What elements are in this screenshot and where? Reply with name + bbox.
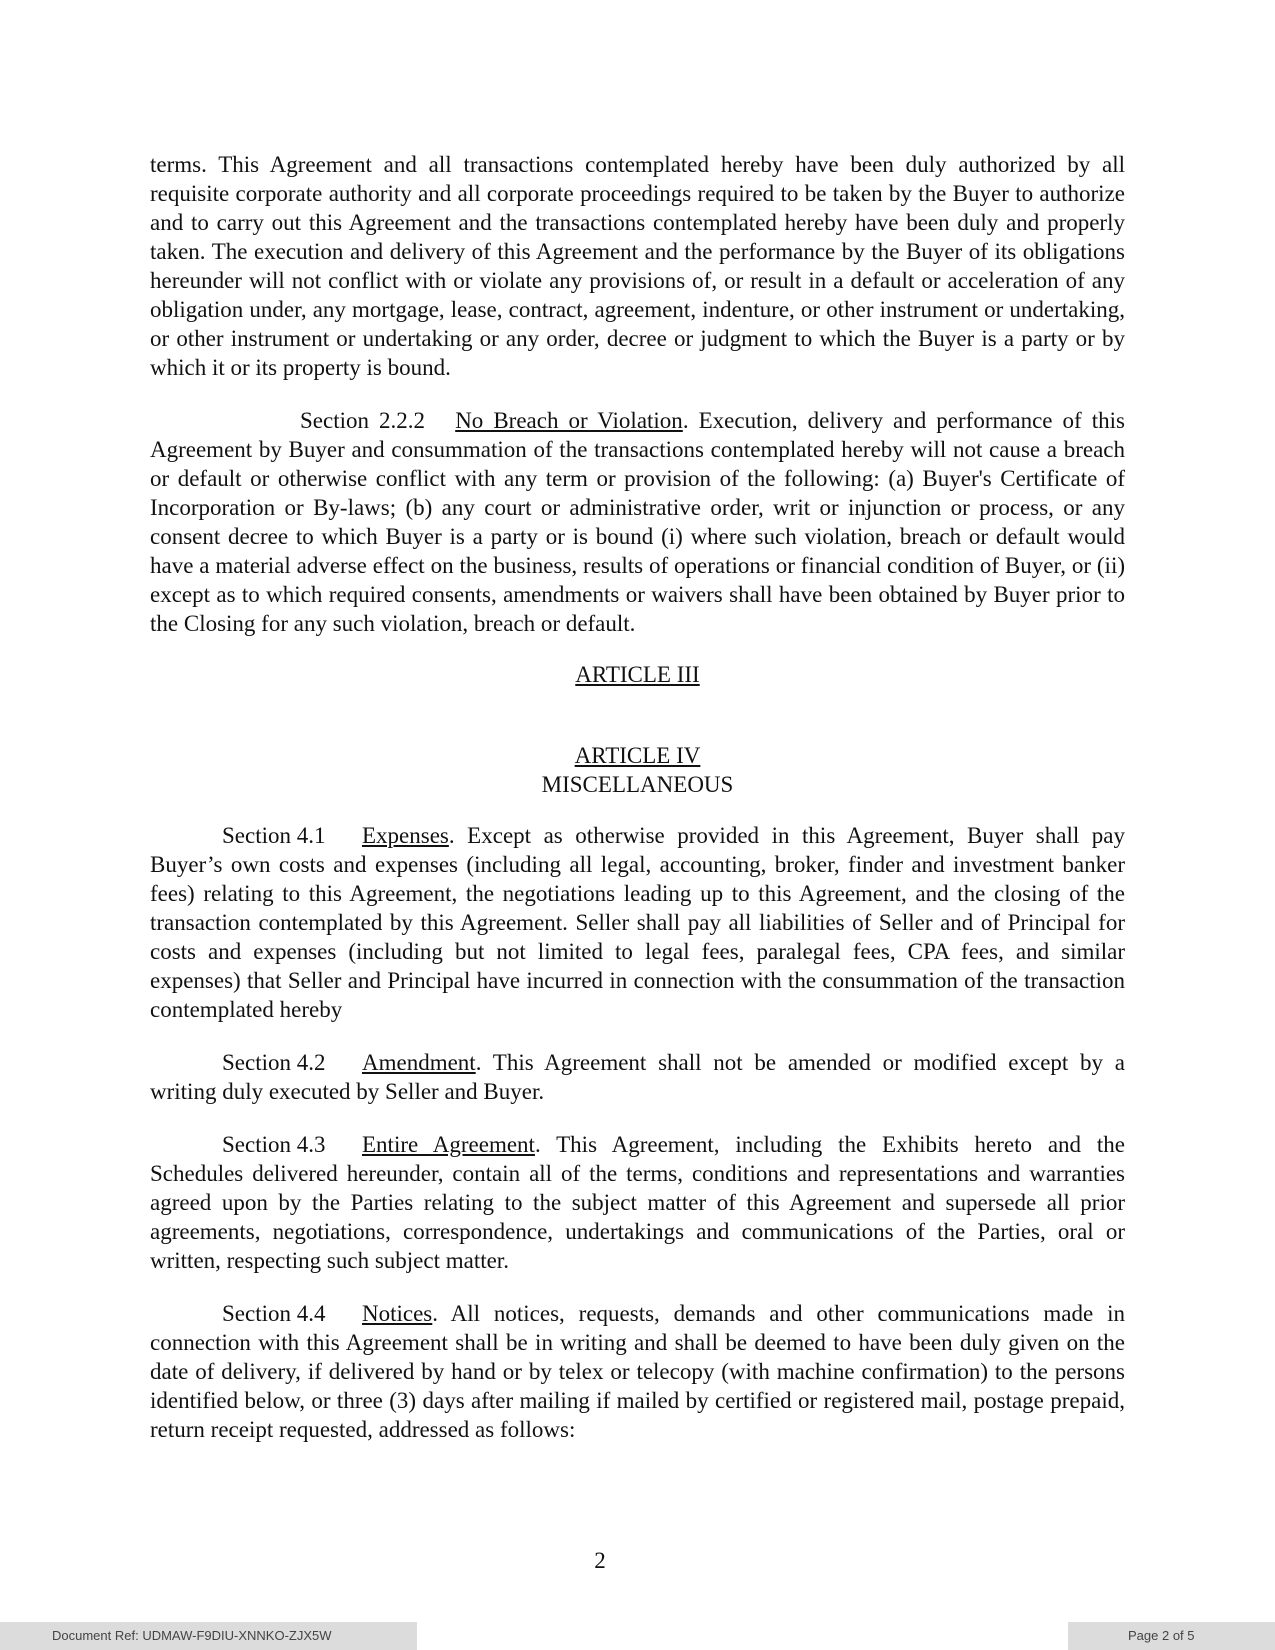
- article-4-heading: ARTICLE IV: [574, 743, 701, 768]
- section-title: Expenses: [362, 823, 449, 848]
- section-body: . This Agreement shall not be amended or modified except by a writing duly executed by Seller and Buyer.: [150, 1050, 1125, 1104]
- document-body: [150, 150, 1125, 1444]
- section-label: Section 4.4: [222, 1301, 326, 1326]
- paragraph-authorization: terms. This Agreement and all transactions contemplated hereby have been duly authorized by all requisite corporate authority and all corporate proceedings required to be taken by the Buyer to authorize and to carry out this Agreement and the transactions contemplated hereby have been duly and properly taken. The execution and delivery of this Agreement and the performance by the Buyer of its obligations hereunder will not conflict with or violate any provisions of, or result in a default or acceleration of any obligation under, any mortgage, lease, contract, agreement, indenture, or other instrument or undertaking, or other instrument or undertaking or any order, decree or judgment to which the Buyer is a party or by which it or its property is bound.: [150, 152, 1125, 380]
- section-4-2: [150, 1048, 1125, 1106]
- section-4-1: [150, 821, 1125, 1024]
- section-title: Entire Agreement: [362, 1132, 535, 1157]
- section-body: . Execution, delivery and performance of this Agreement by Buyer and consummation of the transactions contemplated hereby will not cause a breach or default or otherwise conflict with any term or provision of the following: (a) Buyer's Certificate of Incorporation or By-laws; (b) any court or administrative order, writ or injunction or process, or any consent decree to which Buyer is a party or is bound (i) where such violation, breach or default would have a material adverse effect on the business, results of operations or financial condition of Buyer, or (ii) except as to which required consents, amendments or waivers shall have been obtained by Buyer prior to the Closing for any such violation, breach or default.: [150, 408, 1125, 636]
- article-4-heading-block: [150, 741, 1125, 799]
- section-body: . Except as otherwise provided in this Agreement, Buyer shall pay Buyer’s own costs and expenses (including all legal, accounting, broker, finder and investment banker fees) relating to this Agreement, the negotiations leading up to this Agreement, and the closing of the transaction contemplated by this Agreement. Seller shall pay all liabilities of Seller and of Principal for costs and expenses (including but not limited to legal fees, paralegal fees, CPA fees, and similar expenses) that Seller and Principal have incurred in connection with the consummation of the transaction contemplated hereby: [150, 823, 1125, 1022]
- section-title: Amendment: [362, 1050, 476, 1075]
- section-label: Section 4.2: [222, 1050, 326, 1075]
- section-4-4: [150, 1299, 1125, 1444]
- section-label: Section 2.2.2: [300, 408, 426, 433]
- section-4-3: [150, 1130, 1125, 1275]
- section-2-2-2: [150, 406, 1125, 638]
- section-title: No Breach or Violation: [455, 408, 683, 433]
- section-title: Notices: [362, 1301, 433, 1326]
- section-label: Section 4.1: [222, 823, 326, 848]
- footer-page-indicator: Page 2 of 5: [1068, 1622, 1275, 1650]
- section-body: . All notices, requests, demands and other communications made in connection with this Agreement shall be in writing and shall be deemed to have been duly given on the date of delivery, if delivered by hand or by telex or telecopy (with machine confirmation) to the persons identified below, or three (3) days after mailing if mailed by certified or registered mail, postage prepaid, return receipt requested, addressed as follows:: [150, 1301, 1125, 1442]
- section-body: . This Agreement, including the Exhibits hereto and the Schedules delivered hereunder, contain all of the terms, conditions and representations and warranties agreed upon by the Parties relating to the subject matter of this Agreement and supersede all prior agreements, negotiations, correspondence, undertakings and communications of the Parties, oral or written, respecting such subject matter.: [150, 1132, 1125, 1273]
- footer-document-ref: Document Ref: UDMAW-F9DIU-XNNKO-ZJX5W: [0, 1622, 417, 1650]
- article-4-subheading: MISCELLANEOUS: [541, 772, 734, 797]
- page-number: 2: [594, 1548, 606, 1573]
- article-3-heading: ARTICLE III: [575, 662, 700, 687]
- section-label: Section 4.3: [222, 1132, 326, 1157]
